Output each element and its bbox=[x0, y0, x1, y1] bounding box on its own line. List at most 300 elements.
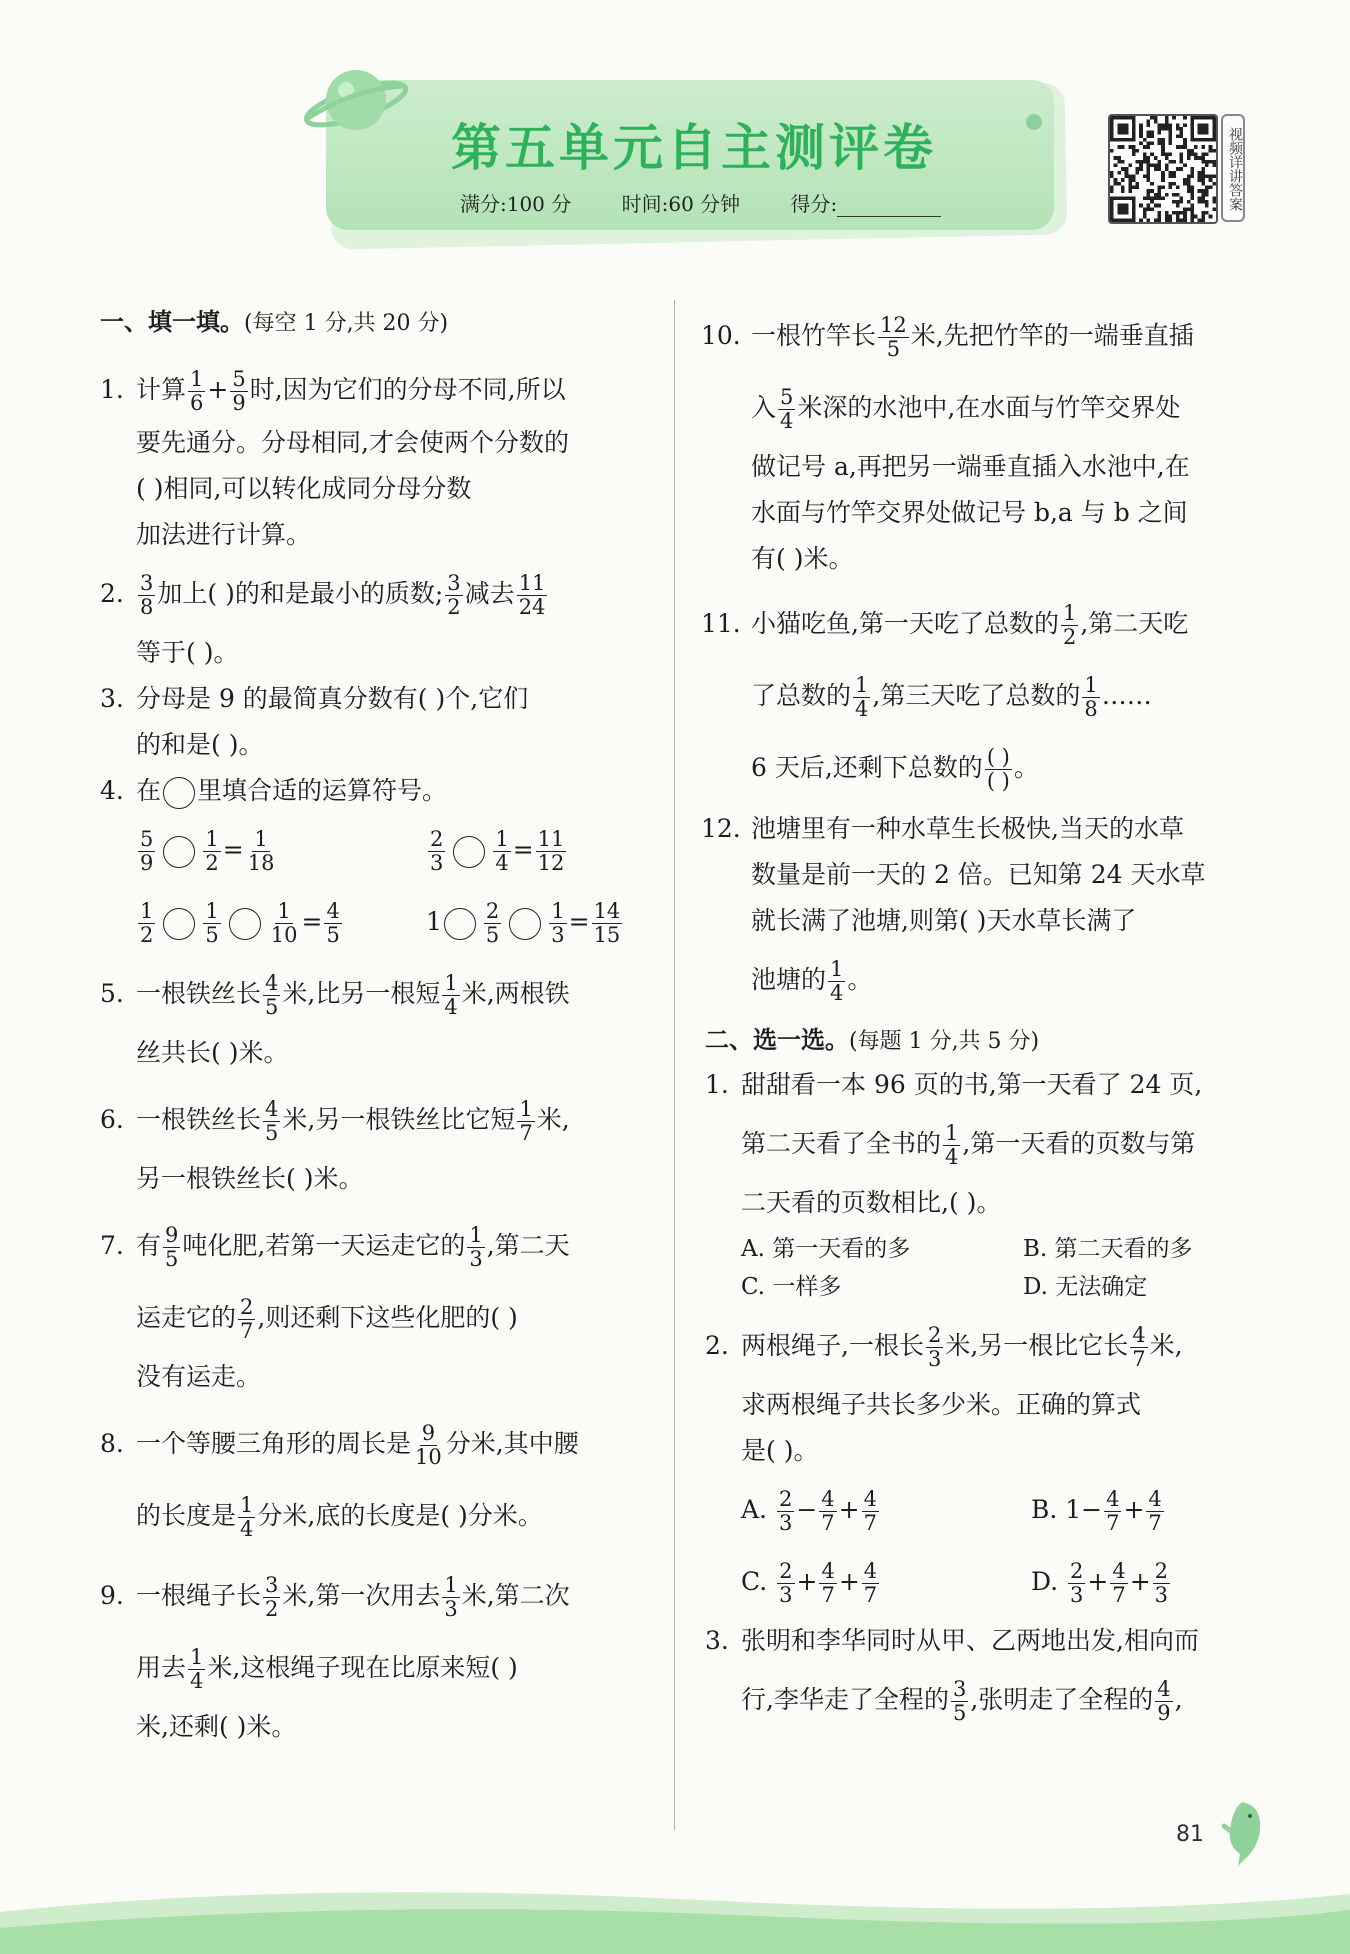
text: 的和是最小的质数; bbox=[234, 579, 444, 608]
numerator: 3 bbox=[447, 571, 461, 595]
denominator: 4 bbox=[190, 1669, 204, 1693]
line bbox=[741, 660, 1257, 732]
numerator: 1 bbox=[444, 1573, 458, 1597]
fraction bbox=[549, 900, 566, 947]
numerator: 11 bbox=[537, 827, 565, 851]
numerator: 1 bbox=[240, 1493, 254, 1517]
fraction bbox=[777, 1488, 794, 1535]
numerator: 1 bbox=[254, 827, 268, 851]
numerator: 1 bbox=[277, 899, 291, 923]
denominator: 5 bbox=[165, 1247, 179, 1271]
denominator: 24 bbox=[518, 595, 546, 619]
text: 一个等腰三角形的周长是 bbox=[136, 1429, 412, 1458]
text: 入 bbox=[751, 393, 777, 422]
options-row bbox=[741, 1474, 1257, 1546]
score-field bbox=[791, 192, 986, 216]
operator: + bbox=[838, 1567, 860, 1596]
text: 池塘的 bbox=[751, 965, 827, 994]
fraction bbox=[1155, 1678, 1172, 1725]
numerator: 2 bbox=[429, 827, 444, 851]
question-number: 7. bbox=[100, 1231, 124, 1260]
numerator: 4 bbox=[1148, 1487, 1162, 1511]
denominator: 3 bbox=[1154, 1583, 1169, 1607]
numerator-blank[interactable]: ( ) bbox=[986, 745, 1010, 769]
numerator: 1 bbox=[190, 1645, 204, 1669]
question-11 bbox=[701, 588, 1257, 804]
numerator: 4 bbox=[863, 1559, 878, 1583]
fraction bbox=[1061, 602, 1078, 649]
fraction bbox=[862, 1560, 879, 1607]
line: 丝共长( )米。 bbox=[136, 1038, 289, 1067]
equals-sign: = bbox=[512, 835, 534, 864]
denominator: 9 bbox=[140, 851, 154, 875]
line: 另一根铁丝长( )米。 bbox=[136, 1164, 364, 1193]
question-number: 9. bbox=[100, 1581, 124, 1610]
denominator: 3 bbox=[444, 1597, 458, 1621]
fraction bbox=[263, 972, 280, 1019]
fraction bbox=[269, 900, 300, 947]
numerator: 3 bbox=[952, 1677, 967, 1701]
text: ,第一天看的页数与第 bbox=[962, 1129, 1196, 1158]
question-number: 8. bbox=[100, 1429, 124, 1458]
options-row bbox=[741, 1546, 1257, 1618]
text: 一根绳子长 bbox=[136, 1581, 262, 1610]
fraction bbox=[138, 828, 155, 875]
line: 数量是前一天的 2 倍。已知第 24 天水草 bbox=[751, 860, 1206, 889]
text: ,张明走了全程的 bbox=[970, 1685, 1154, 1714]
fraction bbox=[862, 1488, 879, 1535]
exam-meta bbox=[460, 188, 985, 217]
fraction bbox=[230, 368, 247, 415]
fraction bbox=[138, 572, 155, 619]
equation bbox=[426, 886, 656, 958]
line bbox=[136, 558, 655, 630]
numerator: 14 bbox=[593, 899, 621, 923]
text: 米深的水池中,在水面与竹竿交界处 bbox=[797, 393, 1181, 422]
denominator: 2 bbox=[265, 1597, 279, 1621]
line bbox=[136, 1632, 655, 1704]
numerator: 12 bbox=[880, 313, 907, 337]
text: ,则还剩下这些化肥的( ) bbox=[257, 1303, 518, 1332]
numerator: 4 bbox=[863, 1487, 877, 1511]
option-b[interactable]: B. 第二天看的多 bbox=[1023, 1236, 1193, 1262]
denominator: 12 bbox=[537, 851, 565, 875]
operator-circle-input[interactable] bbox=[229, 908, 261, 940]
denominator: 4 bbox=[240, 1517, 254, 1541]
text: 米, bbox=[536, 1105, 570, 1134]
question-number: 2. bbox=[705, 1331, 729, 1360]
option-d[interactable]: D. 无法确定 bbox=[1023, 1274, 1148, 1300]
option-label: A. bbox=[741, 1495, 768, 1524]
fraction bbox=[778, 386, 795, 433]
line bbox=[136, 1480, 655, 1552]
option-a[interactable] bbox=[741, 1474, 1023, 1546]
fraction bbox=[592, 900, 623, 947]
section-note: (每空 1 分,共 20 分) bbox=[244, 311, 449, 336]
page-title: 第五单元自主测评卷 bbox=[451, 119, 937, 177]
fraction bbox=[246, 828, 277, 875]
fraction bbox=[853, 674, 870, 721]
option-c[interactable]: C. 一样多 bbox=[741, 1274, 842, 1300]
text: 两根绳子,一根长 bbox=[741, 1331, 924, 1360]
denominator: 5 bbox=[265, 995, 279, 1019]
text: ,第二天吃 bbox=[1080, 609, 1189, 638]
line: 二天看的页数相比,( )。 bbox=[741, 1188, 1002, 1217]
line bbox=[741, 1108, 1257, 1180]
denominator: 3 bbox=[551, 923, 565, 947]
line: 张明和李华同时从甲、乙两地出发,相向而 bbox=[741, 1626, 1199, 1655]
fraction bbox=[263, 1098, 280, 1145]
text: 米,先把竹竿的一端垂直插 bbox=[910, 321, 1194, 350]
fraction bbox=[445, 572, 462, 619]
operator: + bbox=[796, 1567, 818, 1596]
option-label: C. bbox=[741, 1567, 768, 1596]
text: 。 bbox=[1013, 753, 1039, 782]
numerator: 9 bbox=[421, 1421, 436, 1445]
numerator: 1 bbox=[205, 899, 219, 923]
denominator: 4 bbox=[855, 697, 869, 721]
denominator: 7 bbox=[863, 1511, 877, 1535]
line: 米,还剩( )米。 bbox=[136, 1712, 297, 1741]
score-label: 得分: bbox=[790, 192, 838, 216]
numerator: 5 bbox=[232, 367, 246, 391]
denominator: 15 bbox=[593, 923, 621, 947]
denominator: 5 bbox=[886, 337, 901, 361]
fraction bbox=[188, 1646, 205, 1693]
text: 米,比另一根短 bbox=[282, 979, 441, 1008]
line: 做记号 a,再把另一端垂直插入水池中,在 bbox=[751, 452, 1190, 481]
fraction bbox=[493, 828, 510, 875]
text: 吨化肥,若第一天运走它的 bbox=[182, 1231, 466, 1260]
question-number: 2. bbox=[100, 579, 124, 608]
denominator: 7 bbox=[821, 1511, 835, 1535]
full-marks: 满分:100 分 bbox=[460, 192, 572, 216]
denominator: 5 bbox=[205, 923, 219, 947]
denominator: 5 bbox=[952, 1701, 967, 1725]
choice-question-2 bbox=[705, 1310, 1257, 1618]
denominator: 5 bbox=[485, 923, 500, 947]
circle-icon bbox=[163, 777, 195, 809]
option-label: D. bbox=[1030, 1567, 1059, 1596]
numerator: 1 bbox=[1062, 601, 1077, 625]
question-8 bbox=[100, 1408, 655, 1552]
fraction bbox=[138, 900, 155, 947]
text: 6 天后,还剩下总数的 bbox=[751, 753, 983, 782]
text: 米,第一次用去 bbox=[282, 1581, 441, 1610]
denominator: 8 bbox=[140, 595, 154, 619]
equation-row bbox=[136, 886, 655, 958]
numerator: 1 bbox=[551, 899, 565, 923]
line: 就长满了池塘,则第( )天水草长满了 bbox=[751, 906, 1137, 935]
fraction bbox=[828, 958, 845, 1005]
denominator: 7 bbox=[1112, 1583, 1126, 1607]
operator: − bbox=[1081, 1495, 1103, 1524]
qr-label: 视频详讲答案 bbox=[1221, 114, 1245, 222]
text: 了总数的 bbox=[751, 681, 852, 710]
numerator: 4 bbox=[265, 971, 279, 995]
text: , bbox=[1174, 1685, 1183, 1714]
line bbox=[136, 1084, 655, 1156]
numerator: 4 bbox=[821, 1487, 835, 1511]
denominator: 7 bbox=[240, 1319, 254, 1343]
denominator: 2 bbox=[205, 851, 219, 875]
text: 米,这根绳子现在比原来短( ) bbox=[207, 1653, 518, 1682]
denominator: 3 bbox=[1070, 1583, 1084, 1607]
equation-row bbox=[136, 814, 655, 886]
text: ,第三天吃了总数的 bbox=[872, 681, 1081, 710]
section-multiple-choice bbox=[705, 1018, 1257, 1062]
numerator: 3 bbox=[140, 571, 154, 595]
fraction bbox=[1110, 1560, 1127, 1607]
operator-equations bbox=[100, 814, 655, 958]
numerator: 3 bbox=[265, 1573, 279, 1597]
choice-question-1 bbox=[705, 1062, 1257, 1310]
fraction bbox=[819, 1560, 836, 1607]
text: 一根铁丝长 bbox=[136, 979, 262, 1008]
answer-fraction-blank[interactable] bbox=[985, 746, 1012, 793]
line: 甜甜看一本 96 页的书,第一天看了 24 页, bbox=[741, 1070, 1203, 1099]
text: 时,因为它们的分母不同,所以 bbox=[249, 375, 566, 404]
fraction bbox=[943, 1122, 960, 1169]
numerator: 1 bbox=[205, 827, 219, 851]
option-d[interactable] bbox=[1031, 1546, 1172, 1618]
option-label: B. bbox=[1030, 1495, 1058, 1524]
numerator: 1 bbox=[469, 1223, 483, 1247]
line bbox=[136, 1210, 655, 1282]
numerator: 1 bbox=[855, 673, 869, 697]
fraction bbox=[1130, 1324, 1147, 1371]
question-7 bbox=[100, 1210, 655, 1400]
denominator: 4 bbox=[444, 995, 458, 1019]
operator: + bbox=[1129, 1567, 1151, 1596]
fraction bbox=[777, 1560, 794, 1607]
numerator: 4 bbox=[265, 1097, 279, 1121]
text: 第二天看了全书的 bbox=[741, 1129, 942, 1158]
denominator: 7 bbox=[1148, 1511, 1162, 1535]
denominator: 2 bbox=[447, 595, 461, 619]
equals-sign: = bbox=[301, 907, 323, 936]
column-divider bbox=[674, 300, 675, 1830]
denominator: 3 bbox=[429, 851, 444, 875]
denominator: 8 bbox=[1084, 697, 1098, 721]
operator-circle-input[interactable] bbox=[509, 908, 541, 940]
operator: + bbox=[838, 1495, 860, 1524]
equation bbox=[426, 814, 656, 886]
text: …… bbox=[1101, 681, 1152, 710]
line bbox=[741, 732, 1257, 804]
question-number: 3. bbox=[100, 684, 124, 713]
line: 是( )。 bbox=[741, 1436, 819, 1465]
line: 池塘里有一种水草生长极快,当天的水草 bbox=[751, 814, 1184, 843]
fraction bbox=[238, 1494, 255, 1541]
denominator: 10 bbox=[415, 1445, 442, 1469]
text: 运走它的 bbox=[136, 1303, 237, 1332]
numerator: 1 bbox=[945, 1121, 959, 1145]
question-number: 3. bbox=[705, 1626, 729, 1655]
numerator: 4 bbox=[1106, 1487, 1120, 1511]
numerator: 4 bbox=[1132, 1323, 1146, 1347]
score-blank bbox=[837, 198, 941, 217]
denominator: 9 bbox=[232, 391, 246, 415]
numerator: 1 bbox=[495, 827, 509, 851]
operator-circle-input[interactable] bbox=[453, 836, 485, 868]
denominator: 4 bbox=[830, 981, 844, 1005]
denominator: 2 bbox=[1062, 625, 1077, 649]
numerator: 2 bbox=[779, 1559, 793, 1583]
operator: + bbox=[207, 375, 229, 404]
section-fill-in bbox=[100, 300, 655, 344]
fraction bbox=[467, 1224, 484, 1271]
line bbox=[136, 354, 655, 426]
fraction bbox=[238, 1296, 255, 1343]
numerator: 2 bbox=[778, 1487, 793, 1511]
denominator: 5 bbox=[265, 1121, 279, 1145]
question-10 bbox=[701, 300, 1257, 582]
line: 求两根绳子共长多少米。正确的算式 bbox=[741, 1390, 1142, 1419]
fraction bbox=[1146, 1488, 1163, 1535]
fraction bbox=[442, 972, 459, 1019]
denominator: 3 bbox=[469, 1247, 483, 1271]
numerator: 1 bbox=[444, 971, 458, 995]
numerator: 2 bbox=[240, 1295, 254, 1319]
numerator: 4 bbox=[1157, 1677, 1171, 1701]
denominator: 3 bbox=[779, 1583, 793, 1607]
numerator: 2 bbox=[485, 899, 500, 923]
line bbox=[136, 1282, 655, 1354]
fraction bbox=[951, 1678, 968, 1725]
denominator: 7 bbox=[519, 1121, 533, 1145]
text: 里填合适的运算符号。 bbox=[197, 776, 448, 805]
fraction bbox=[517, 572, 548, 619]
numerator: 1 bbox=[190, 367, 204, 391]
text: 有 bbox=[136, 1231, 162, 1260]
numerator: 2 bbox=[927, 1323, 942, 1347]
line bbox=[136, 1408, 655, 1480]
denominator: 7 bbox=[821, 1583, 835, 1607]
line bbox=[741, 588, 1257, 660]
text: ,第二天 bbox=[486, 1231, 570, 1260]
denominator: 7 bbox=[1132, 1347, 1146, 1371]
fraction bbox=[428, 828, 445, 875]
fraction bbox=[1104, 1488, 1121, 1535]
text: 米,另一根比它长 bbox=[945, 1331, 1129, 1360]
fraction bbox=[324, 900, 341, 947]
fraction bbox=[1153, 1560, 1170, 1607]
question-number: 10. bbox=[701, 321, 741, 350]
fraction bbox=[1068, 1560, 1085, 1607]
time-limit: 时间:60 分钟 bbox=[621, 192, 741, 216]
denominator: 3 bbox=[927, 1347, 942, 1371]
fraction bbox=[819, 1488, 836, 1535]
fraction bbox=[484, 900, 501, 947]
answer-blank[interactable]: ( ) bbox=[136, 474, 164, 503]
question-number: 5. bbox=[100, 979, 124, 1008]
question-9 bbox=[100, 1560, 655, 1750]
text: 在 bbox=[136, 776, 162, 805]
text: 加上 bbox=[157, 579, 208, 608]
numerator: 11 bbox=[518, 571, 546, 595]
footer-wave bbox=[0, 1872, 1350, 1954]
operator: + bbox=[1087, 1567, 1109, 1596]
line: 没有运走。 bbox=[136, 1362, 262, 1391]
operator-circle-input[interactable] bbox=[163, 836, 195, 868]
option-c[interactable] bbox=[741, 1546, 1023, 1618]
text: 计算 bbox=[136, 375, 187, 404]
denominator: 7 bbox=[1106, 1511, 1120, 1535]
denominator: 10 bbox=[270, 923, 298, 947]
right-column bbox=[701, 300, 1257, 1736]
question-number: 1. bbox=[100, 375, 124, 404]
fraction bbox=[263, 1574, 280, 1621]
denominator: 4 bbox=[780, 409, 794, 433]
line bbox=[741, 944, 1257, 1016]
fraction bbox=[163, 1224, 180, 1271]
question-number: 1. bbox=[705, 1070, 729, 1099]
line bbox=[136, 1560, 655, 1632]
line: 的和是( )。 bbox=[136, 730, 264, 759]
fraction bbox=[926, 1324, 943, 1371]
text: 米, bbox=[1149, 1331, 1183, 1360]
equation bbox=[136, 886, 418, 958]
operator: + bbox=[1123, 1495, 1145, 1524]
fraction bbox=[203, 900, 220, 947]
operator: − bbox=[796, 1495, 818, 1524]
question-12 bbox=[701, 806, 1257, 1016]
numerator: 9 bbox=[165, 1223, 179, 1247]
option-a[interactable]: A. 第一天看的多 bbox=[741, 1236, 911, 1262]
question-6 bbox=[100, 1084, 655, 1202]
line bbox=[741, 1310, 1257, 1382]
text: 行,李华走了全程的 bbox=[741, 1685, 949, 1714]
qr-code-icon[interactable] bbox=[1108, 114, 1218, 224]
denominator: 4 bbox=[945, 1145, 959, 1169]
whole-number: 1 bbox=[1065, 1495, 1082, 1524]
operator-circle-input[interactable] bbox=[163, 908, 195, 940]
line: 分母是 9 的最简真分数有( )个,它们 bbox=[136, 684, 529, 713]
text: 。 bbox=[847, 965, 873, 994]
line bbox=[136, 768, 655, 814]
denominator-blank[interactable]: ( ) bbox=[986, 769, 1010, 793]
operator-circle-input[interactable] bbox=[444, 908, 476, 940]
page-number: 81 bbox=[1176, 1822, 1204, 1847]
text: 用去 bbox=[136, 1653, 187, 1682]
option-b[interactable] bbox=[1031, 1474, 1166, 1546]
whole-number: 1 bbox=[425, 907, 442, 936]
question-3 bbox=[100, 676, 655, 768]
fraction bbox=[1082, 674, 1099, 721]
question-number: 6. bbox=[100, 1105, 124, 1134]
text: 米,两根铁 bbox=[461, 979, 570, 1008]
dolphin-icon bbox=[1222, 1796, 1270, 1868]
answer-blank[interactable]: ( ) bbox=[207, 579, 235, 608]
question-number: 12. bbox=[701, 814, 741, 843]
question-4 bbox=[100, 768, 655, 814]
line bbox=[741, 300, 1257, 372]
question-2 bbox=[100, 558, 655, 676]
denominator: 9 bbox=[1157, 1701, 1171, 1725]
denominator: 3 bbox=[778, 1511, 793, 1535]
line: 有( )米。 bbox=[751, 544, 854, 573]
numerator: 2 bbox=[1154, 1559, 1169, 1583]
text: 一根竹竿长 bbox=[751, 321, 877, 350]
line: 加法进行计算。 bbox=[136, 520, 312, 549]
denominator: 18 bbox=[247, 851, 275, 875]
fraction bbox=[878, 314, 909, 361]
line bbox=[136, 958, 655, 1030]
fraction bbox=[203, 828, 220, 875]
question-1 bbox=[100, 354, 655, 558]
denominator: 7 bbox=[863, 1583, 878, 1607]
